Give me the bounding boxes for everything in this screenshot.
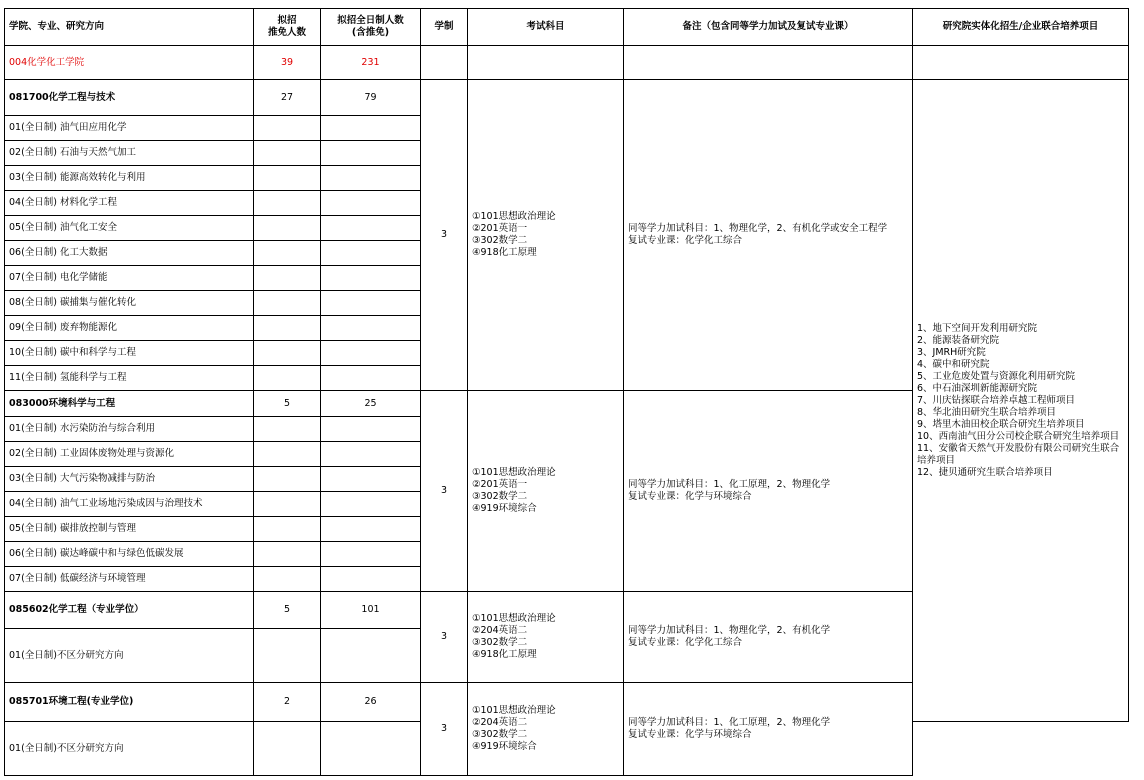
project-item: 6、中石油深圳新能源研究院 [917,382,1038,394]
header-recommend [254,9,321,46]
subject-item: ④919环境综合 [472,741,537,752]
subject-item: ④918化工原理 [472,247,537,258]
major-name: 085701环境工程(专业学位) [5,683,254,722]
major-duration: 3 [421,80,468,391]
subject-item: ②204英语二 [472,625,528,636]
remark-item: 同等学力加试科目：1、物理化学，2、有机化学 [628,625,831,636]
subject-item: ③302数学二 [472,235,528,246]
college-row [5,46,1129,80]
subject-item: ①101思想政治理论 [472,211,556,222]
direction-label: 08(全日制) 碳捕集与催化转化 [5,291,254,316]
remark-item: 同等学力加试科目：1、物理化学，2、有机化学或安全工程学 [628,223,888,234]
project-item: 10、西南油气田分公司校企联合研究生培养项目 [917,430,1120,442]
subject-item: ③302数学二 [472,491,528,502]
header-subjects: 考试科目 [468,9,624,46]
college-fulltime: 231 [321,46,421,80]
major-fulltime: 101 [321,592,421,629]
major-name: 085602化学工程（专业学位） [5,592,254,629]
remark-item: 复试专业课：化学与环境综合 [628,729,752,740]
subject-item: ②201英语一 [472,479,528,490]
major-fulltime: 25 [321,391,421,417]
header-fulltime-line2: (含推免) [351,27,390,38]
direction-label: 06(全日制) 化工大数据 [5,241,254,266]
header-recommend-line1: 拟招 [277,15,297,26]
project-item: 9、塔里木油田校企联合研究生培养项目 [917,418,1085,430]
remarks [624,592,913,683]
remark-item: 同等学力加试科目：1、化工原理，2、物理化学 [628,479,831,490]
direction-label: 02(全日制) 石油与天然气加工 [5,141,254,166]
direction-label: 11(全日制) 氢能科学与工程 [5,366,254,391]
remarks [624,391,913,592]
major-fulltime: 26 [321,683,421,722]
exam-subjects [468,80,624,391]
major-recommend: 5 [254,592,321,629]
subject-item: ①101思想政治理论 [472,613,556,624]
major-duration: 3 [421,391,468,592]
college-recommend: 39 [254,46,321,80]
header-remarks: 备注（包含同等学力加试及复试专业课） [624,9,913,46]
direction-label: 01(全日制)不区分研究方向 [5,629,254,683]
direction-label: 03(全日制) 能源高效转化与利用 [5,166,254,191]
college-name: 004化学化工学院 [5,46,254,80]
subject-item: ④919环境综合 [472,503,537,514]
remark-item: 同等学力加试科目：1、化工原理，2、物理化学 [628,717,831,728]
direction-label: 02(全日制) 工业固体废物处理与资源化 [5,442,254,467]
project-item: 11、安徽省天然气开发股份有限公司研究生联合培养项目 [917,442,1120,466]
subject-item: ④918化工原理 [472,649,537,660]
major-recommend: 5 [254,391,321,417]
exam-subjects [468,592,624,683]
remarks [624,683,913,776]
remarks [624,80,913,391]
direction-label: 04(全日制) 材料化学工程 [5,191,254,216]
direction-label: 01(全日制) 水污染防治与综合利用 [5,417,254,442]
header-fulltime [321,9,421,46]
direction-label: 07(全日制) 电化学储能 [5,266,254,291]
direction-label: 07(全日制) 低碳经济与环境管理 [5,567,254,592]
header-row [5,9,1129,46]
exam-subjects [468,391,624,592]
direction-label: 06(全日制) 碳达峰碳中和与绿色低碳发展 [5,542,254,567]
header-projects: 研究院实体化招生/企业联合培养项目 [913,9,1129,46]
admissions-table [4,8,1129,776]
major-duration: 3 [421,683,468,776]
remark-item: 复试专业课：化学化工综合 [628,235,743,246]
header-college: 学院、专业、研究方向 [5,9,254,46]
header-fulltime-line1: 拟招全日制人数 [337,15,404,26]
direction-label: 10(全日制) 碳中和科学与工程 [5,341,254,366]
direction-label: 05(全日制) 碳排放控制与管理 [5,517,254,542]
project-item: 5、工业危废处置与资源化利用研究院 [917,370,1076,382]
project-item: 8、华北油田研究生联合培养项目 [917,406,1057,418]
remark-item: 复试专业课：化学化工综合 [628,637,743,648]
direction-label: 03(全日制) 大气污染物减排与防治 [5,467,254,492]
direction-label: 05(全日制) 油气化工安全 [5,216,254,241]
exam-subjects [468,683,624,776]
project-item: 4、碳中和研究院 [917,358,990,370]
subject-item: ①101思想政治理论 [472,467,556,478]
subject-item: ②204英语二 [472,717,528,728]
subject-item: ②201英语一 [472,223,528,234]
direction-label: 09(全日制) 废弃物能源化 [5,316,254,341]
major-name: 083000环境科学与工程 [5,391,254,417]
project-item: 2、能源装备研究院 [917,334,1000,346]
direction-label: 04(全日制) 油气工业场地污染成因与治理技术 [5,492,254,517]
major-fulltime: 79 [321,80,421,116]
major-duration: 3 [421,592,468,683]
direction-label: 01(全日制) 油气田应用化学 [5,116,254,141]
project-item: 7、川庆钻探联合培养卓越工程师项目 [917,394,1076,406]
header-duration: 学制 [421,9,468,46]
project-item: 1、地下空间开发利用研究院 [917,322,1038,334]
project-item: 3、JMRH研究院 [917,346,986,358]
header-recommend-line2: 推免人数 [267,27,306,38]
project-item: 12、捷贝通研究生联合培养项目 [917,466,1053,478]
subject-item: ③302数学二 [472,637,528,648]
projects-list [913,80,1129,722]
direction-label: 01(全日制)不区分研究方向 [5,722,254,776]
major-row [5,80,1129,116]
major-recommend: 27 [254,80,321,116]
remark-item: 复试专业课：化学与环境综合 [628,491,752,502]
subject-item: ③302数学二 [472,729,528,740]
major-recommend: 2 [254,683,321,722]
major-name: 081700化学工程与技术 [5,80,254,116]
subject-item: ①101思想政治理论 [472,705,556,716]
